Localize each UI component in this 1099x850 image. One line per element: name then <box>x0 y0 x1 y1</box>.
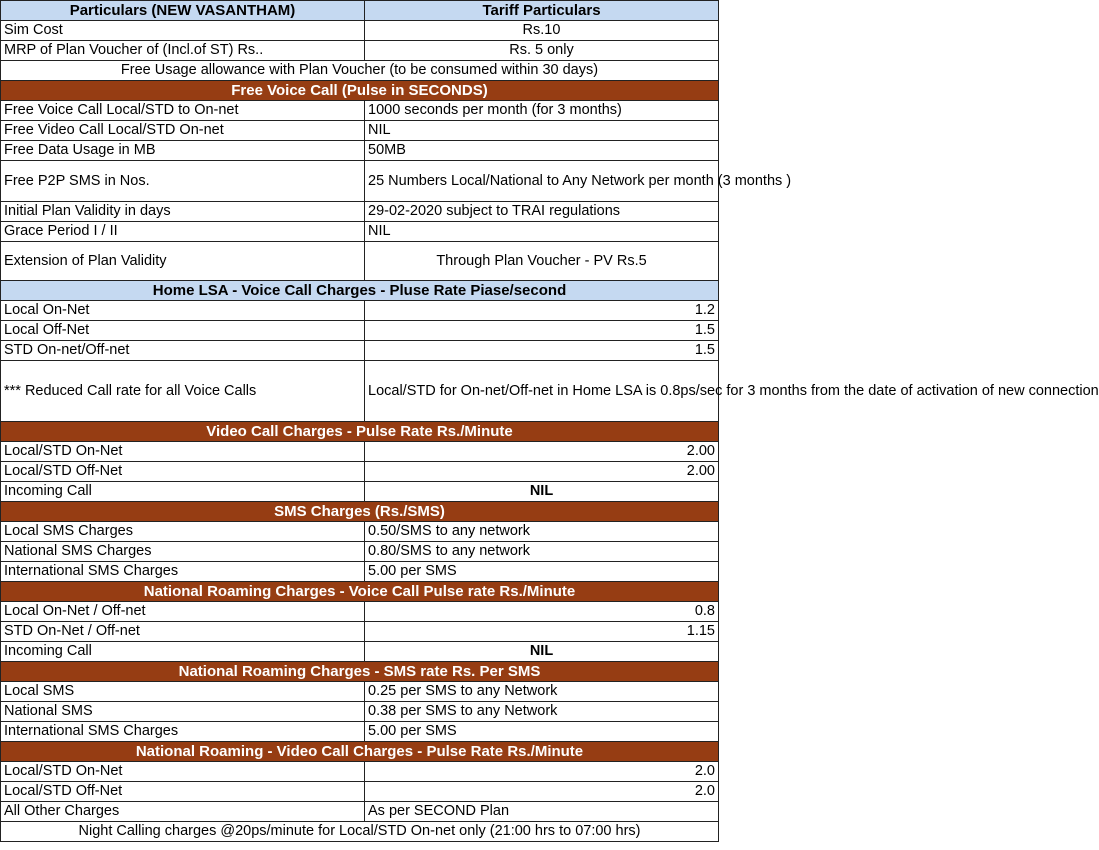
section-header <box>1 281 719 301</box>
row-value: 1.2 <box>365 301 719 321</box>
section-header <box>1 422 719 442</box>
note-row <box>1 822 719 842</box>
row-value: NIL <box>365 642 719 662</box>
row-value: 50MB <box>365 141 719 161</box>
row-label: *** Reduced Call rate for all Voice Calls <box>1 361 365 422</box>
row-label: STD On-Net / Off-net <box>1 622 365 642</box>
table-row <box>1 41 719 61</box>
section-header <box>1 502 719 522</box>
row-value: 0.8 <box>365 602 719 622</box>
row-label: Free Voice Call Local/STD to On-net <box>1 101 365 121</box>
row-value: Local/STD for On-net/Off-net in Home LSA is 0.8ps/sec for 3 months from the date of activation of new connection <box>365 361 719 422</box>
row-value: NIL <box>365 121 719 141</box>
section-title-sms: SMS Charges (Rs./SMS) <box>1 502 719 522</box>
table-row <box>1 202 719 222</box>
section-header <box>1 81 719 101</box>
row-label: Local SMS Charges <box>1 522 365 542</box>
section-title-home-lsa: Home LSA - Voice Call Charges - Pluse Rate Piase/second <box>1 281 719 301</box>
section-title-roaming-voice: National Roaming Charges - Voice Call Pulse rate Rs./Minute <box>1 582 719 602</box>
row-value: 25 Numbers Local/National to Any Network per month (3 months ) <box>365 161 719 202</box>
row-value: 0.50/SMS to any network <box>365 522 719 542</box>
table-row <box>1 542 719 562</box>
row-value: 0.80/SMS to any network <box>365 542 719 562</box>
row-value: 1.5 <box>365 321 719 341</box>
section-header <box>1 742 719 762</box>
header-tariff: Tariff Particulars <box>365 1 719 21</box>
table-row <box>1 301 719 321</box>
night-calling-note: Night Calling charges @20ps/minute for Local/STD On-net only (21:00 hrs to 07:00 hrs) <box>1 822 719 842</box>
table-row <box>1 121 719 141</box>
row-label: Local/STD On-Net <box>1 762 365 782</box>
section-header <box>1 582 719 602</box>
table-row <box>1 762 719 782</box>
row-value: 1000 seconds per month (for 3 months) <box>365 101 719 121</box>
row-label: Local On-Net <box>1 301 365 321</box>
row-label: Free Video Call Local/STD On-net <box>1 121 365 141</box>
table-row <box>1 341 719 361</box>
row-label: International SMS Charges <box>1 562 365 582</box>
section-title-free-voice: Free Voice Call (Pulse in SECONDS) <box>1 81 719 101</box>
row-value: Rs.10 <box>365 21 719 41</box>
section-title-video-call: Video Call Charges - Pulse Rate Rs./Minute <box>1 422 719 442</box>
row-value: Rs. 5 only <box>365 41 719 61</box>
row-label: Local/STD Off-Net <box>1 782 365 802</box>
table-row <box>1 242 719 281</box>
row-label: Extension of Plan Validity <box>1 242 365 281</box>
section-header <box>1 662 719 682</box>
row-label: Local On-Net / Off-net <box>1 602 365 622</box>
row-label: Free P2P SMS in Nos. <box>1 161 365 202</box>
row-label: National SMS <box>1 702 365 722</box>
table-row <box>1 222 719 242</box>
row-value: 1.15 <box>365 622 719 642</box>
row-label: Free Data Usage in MB <box>1 141 365 161</box>
row-value: As per SECOND Plan <box>365 802 719 822</box>
row-value: 2.0 <box>365 782 719 802</box>
table-row <box>1 101 719 121</box>
table-row <box>1 702 719 722</box>
row-value: 5.00 per SMS <box>365 562 719 582</box>
table-row <box>1 522 719 542</box>
row-label: National SMS Charges <box>1 542 365 562</box>
row-label: Incoming Call <box>1 482 365 502</box>
header-particulars: Particulars (NEW VASANTHAM) <box>1 1 365 21</box>
row-label: Local SMS <box>1 682 365 702</box>
header-row <box>1 1 719 21</box>
table-row <box>1 141 719 161</box>
section-title-roaming-video: National Roaming - Video Call Charges - Pulse Rate Rs./Minute <box>1 742 719 762</box>
row-value: 5.00 per SMS <box>365 722 719 742</box>
row-label: STD On-net/Off-net <box>1 341 365 361</box>
table-row <box>1 722 719 742</box>
row-label: Local/STD On-Net <box>1 442 365 462</box>
table-row <box>1 802 719 822</box>
row-label: Local Off-Net <box>1 321 365 341</box>
row-value: 0.38 per SMS to any Network <box>365 702 719 722</box>
row-value: 2.0 <box>365 762 719 782</box>
table-row <box>1 622 719 642</box>
row-value: NIL <box>365 222 719 242</box>
table-row <box>1 562 719 582</box>
row-label: International SMS Charges <box>1 722 365 742</box>
row-label: Initial Plan Validity in days <box>1 202 365 222</box>
table-row <box>1 602 719 622</box>
row-value: Through Plan Voucher - PV Rs.5 <box>365 242 719 281</box>
row-label: Grace Period I / II <box>1 222 365 242</box>
table-row <box>1 161 719 202</box>
free-usage-note: Free Usage allowance with Plan Voucher (to be consumed within 30 days) <box>1 61 719 81</box>
row-label: Incoming Call <box>1 642 365 662</box>
table-row <box>1 642 719 662</box>
row-label: All Other Charges <box>1 802 365 822</box>
row-value: 2.00 <box>365 462 719 482</box>
row-value: 0.25 per SMS to any Network <box>365 682 719 702</box>
row-label: Local/STD Off-Net <box>1 462 365 482</box>
row-value: 2.00 <box>365 442 719 462</box>
table-row <box>1 321 719 341</box>
note-row <box>1 61 719 81</box>
table-row <box>1 462 719 482</box>
row-value: 1.5 <box>365 341 719 361</box>
table-row <box>1 442 719 462</box>
row-label: MRP of Plan Voucher of (Incl.of ST) Rs.. <box>1 41 365 61</box>
table-row <box>1 21 719 41</box>
table-row <box>1 682 719 702</box>
table-row <box>1 361 719 422</box>
row-label: Sim Cost <box>1 21 365 41</box>
row-value: 29-02-2020 subject to TRAI regulations <box>365 202 719 222</box>
row-value: NIL <box>365 482 719 502</box>
table-row <box>1 782 719 802</box>
table-row <box>1 482 719 502</box>
section-title-roaming-sms: National Roaming Charges - SMS rate Rs. Per SMS <box>1 662 719 682</box>
